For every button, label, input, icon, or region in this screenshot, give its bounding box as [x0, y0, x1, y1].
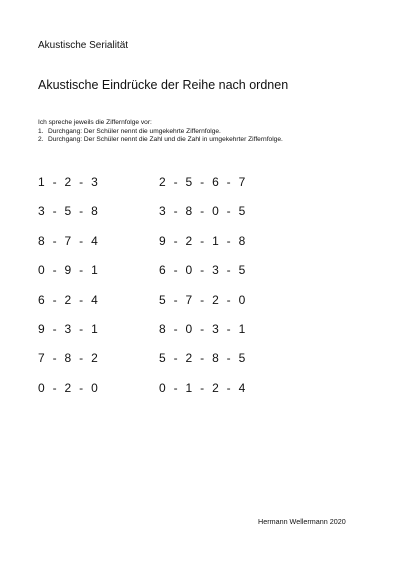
- four-digit-sequence: 0 - 1 - 2 - 4: [159, 380, 246, 395]
- instruction-step-number: 2.: [38, 136, 44, 144]
- instruction-step: [38, 128, 283, 137]
- four-digit-sequence: 6 - 0 - 3 - 5: [159, 263, 246, 278]
- four-digit-sequence: 3 - 8 - 0 - 5: [159, 204, 246, 219]
- sequence-row: [38, 234, 378, 263]
- instruction-step-text: Durchgang: Der Schüler nennt die umgekehrte Ziffernfolge.: [48, 127, 221, 135]
- document-heading: Akustische Serialität: [38, 40, 129, 51]
- digit-sequences: [38, 175, 378, 410]
- page-title: Akustische Eindrücke der Reihe nach ordnen: [38, 78, 289, 92]
- instructions-intro: Ich spreche jeweils die Ziffernfolge vor:: [38, 119, 152, 126]
- instructions: [38, 119, 283, 145]
- sequence-row: [38, 204, 378, 233]
- sequence-row: [38, 322, 378, 351]
- four-digit-sequence: 5 - 2 - 8 - 5: [159, 351, 246, 366]
- four-digit-sequence: 2 - 5 - 6 - 7: [159, 175, 246, 189]
- four-digit-sequence: 5 - 7 - 2 - 0: [159, 292, 246, 307]
- three-digit-sequence: 1 - 2 - 3: [38, 175, 99, 189]
- three-digit-sequence: 6 - 2 - 4: [38, 292, 99, 307]
- four-digit-sequence: 9 - 2 - 1 - 8: [159, 233, 246, 248]
- three-digit-sequence: 9 - 3 - 1: [38, 321, 99, 336]
- instruction-step-text: Durchgang: Der Schüler nennt die Zahl und die Zahl in umgekehrter Ziffernfolge.: [48, 136, 283, 144]
- sequence-row: [38, 263, 378, 292]
- sequence-row: [38, 351, 378, 380]
- sequence-row: [38, 381, 378, 410]
- instruction-step: [38, 136, 283, 145]
- three-digit-sequence: 3 - 5 - 8: [38, 204, 99, 219]
- sequence-row: [38, 293, 378, 322]
- three-digit-sequence: 8 - 7 - 4: [38, 233, 99, 248]
- three-digit-sequence: 7 - 8 - 2: [38, 351, 99, 366]
- three-digit-sequence: 0 - 2 - 0: [38, 380, 99, 395]
- four-digit-sequence: 8 - 0 - 3 - 1: [159, 321, 246, 336]
- instruction-step-number: 1.: [38, 127, 44, 135]
- sequence-row: [38, 175, 378, 204]
- three-digit-sequence: 0 - 9 - 1: [38, 263, 99, 278]
- author-footer: Hermann Wellermann 2020: [258, 517, 346, 526]
